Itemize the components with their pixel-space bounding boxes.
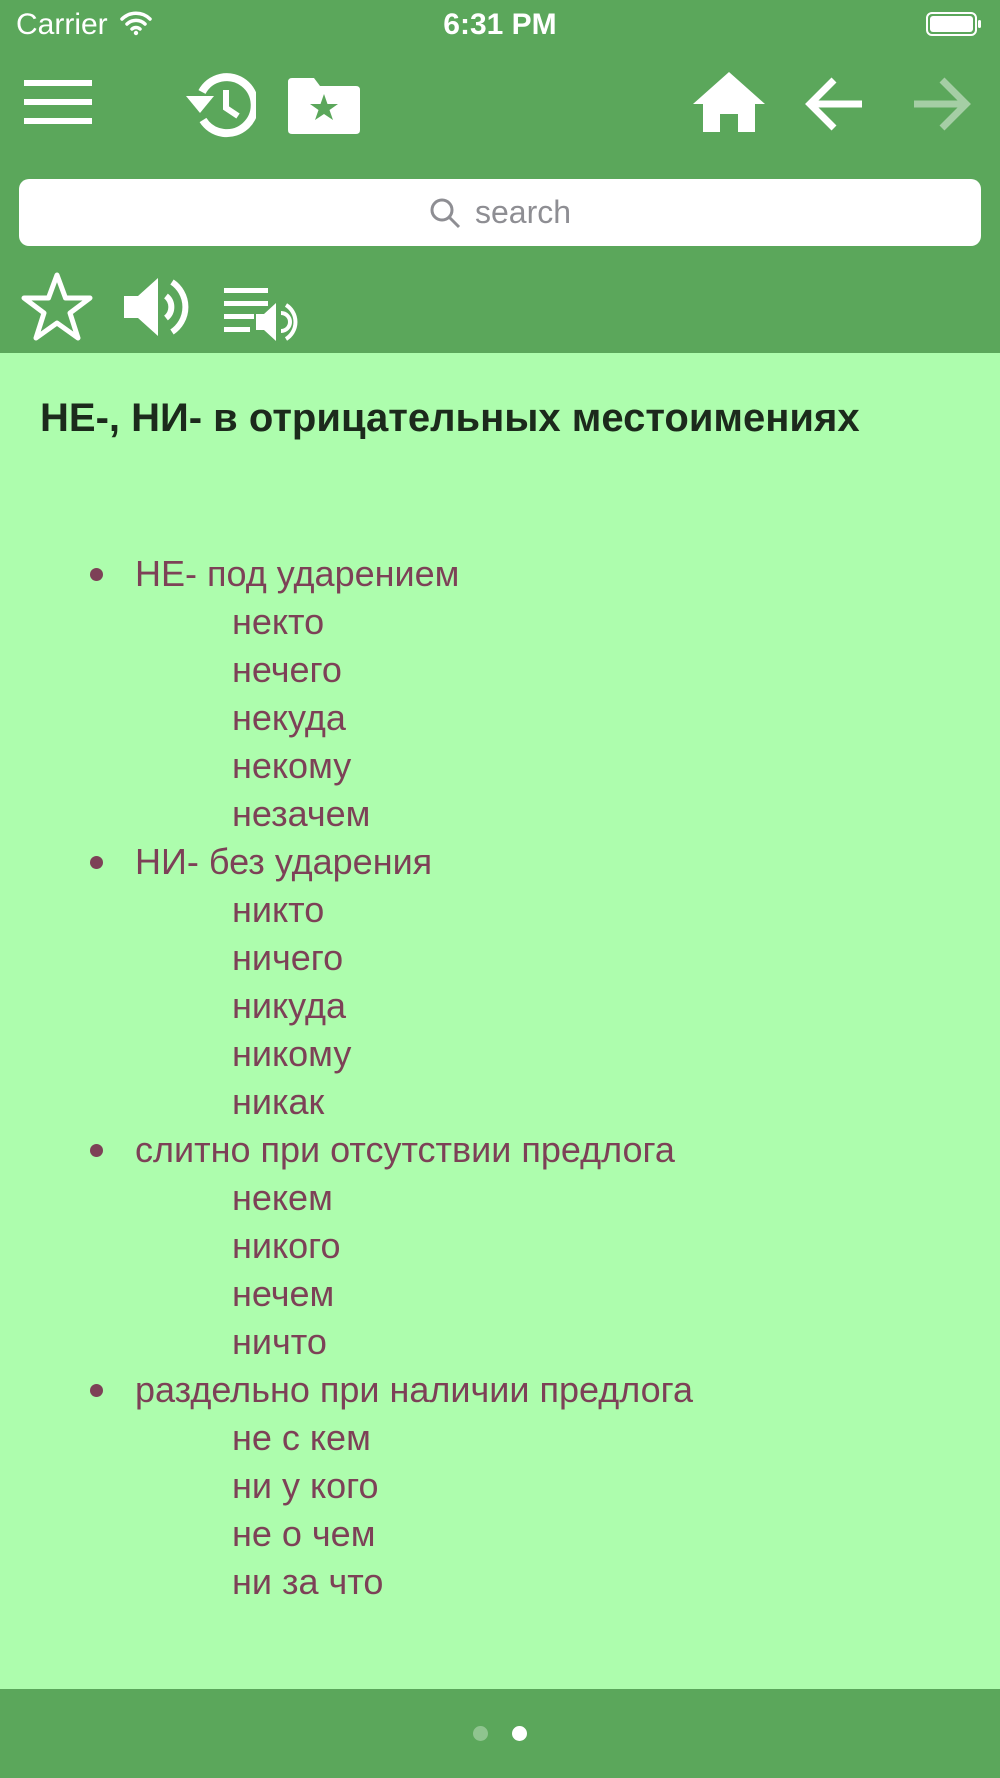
word-item: нечего	[232, 649, 342, 690]
word-item: некому	[232, 745, 352, 786]
word-item: никак	[232, 1081, 325, 1122]
speaker-icon[interactable]	[122, 272, 198, 342]
bottom-bar	[0, 1689, 1000, 1778]
back-arrow-icon[interactable]	[804, 76, 864, 132]
word-item: незачем	[232, 793, 371, 834]
word-item: некем	[232, 1177, 333, 1218]
page-indicator-dot-active[interactable]	[512, 1726, 527, 1741]
star-icon[interactable]	[20, 272, 94, 342]
history-icon[interactable]	[176, 70, 256, 138]
group-heading-label: слитно при отсутствии предлога	[135, 1129, 675, 1170]
word-item: никто	[232, 889, 325, 930]
top-bar	[0, 0, 1000, 353]
word-item: не с кем	[232, 1417, 371, 1458]
battery-icon	[926, 12, 982, 36]
menu-icon[interactable]	[24, 78, 92, 126]
clock: 6:31 PM	[443, 8, 557, 41]
bullet	[90, 568, 103, 581]
group-heading-label: НЕ- под ударением	[135, 553, 460, 594]
word-item: некто	[232, 601, 325, 642]
bullet	[90, 856, 103, 869]
group-heading	[90, 1126, 950, 1174]
group-heading-label: НИ- без ударения	[135, 841, 433, 882]
group-separate-with-preposition	[90, 1366, 950, 1606]
home-icon[interactable]	[692, 70, 766, 134]
word-item: нечем	[232, 1273, 335, 1314]
group-heading	[90, 1366, 950, 1414]
search-field[interactable]	[19, 179, 981, 246]
playlist-speaker-icon[interactable]	[224, 284, 302, 344]
folder-star-icon[interactable]	[286, 74, 362, 134]
forward-arrow-icon[interactable]	[912, 76, 972, 132]
status-bar	[0, 0, 1000, 50]
carrier-label: Carrier	[16, 8, 108, 41]
search-icon	[429, 197, 461, 229]
group-heading	[90, 838, 950, 886]
article	[40, 390, 960, 1602]
word-item: некуда	[232, 697, 346, 738]
bullet	[90, 1144, 103, 1157]
word-item: ни у кого	[232, 1465, 379, 1506]
search-placeholder: search	[474, 194, 572, 230]
word-item: ничто	[232, 1321, 327, 1362]
search-placeholder-row	[19, 179, 981, 246]
group-heading-label: раздельно при наличии предлога	[135, 1369, 694, 1410]
group-solid-no-preposition	[90, 1126, 950, 1366]
pronoun-groups	[90, 550, 950, 1606]
group-heading	[90, 550, 950, 598]
bullet	[90, 1384, 103, 1397]
word-item: никуда	[232, 985, 346, 1026]
word-item: никого	[232, 1225, 341, 1266]
word-item: ничего	[232, 937, 344, 978]
word-item: не о чем	[232, 1513, 376, 1554]
page-indicator-dot[interactable]	[473, 1726, 488, 1741]
word-item: никому	[232, 1033, 352, 1074]
group-ne-stressed	[90, 550, 950, 838]
article-title: НЕ-, НИ- в отрицательных местоимениях	[40, 396, 860, 440]
group-ni-unstressed	[90, 838, 950, 1126]
word-item: ни за что	[232, 1561, 384, 1602]
